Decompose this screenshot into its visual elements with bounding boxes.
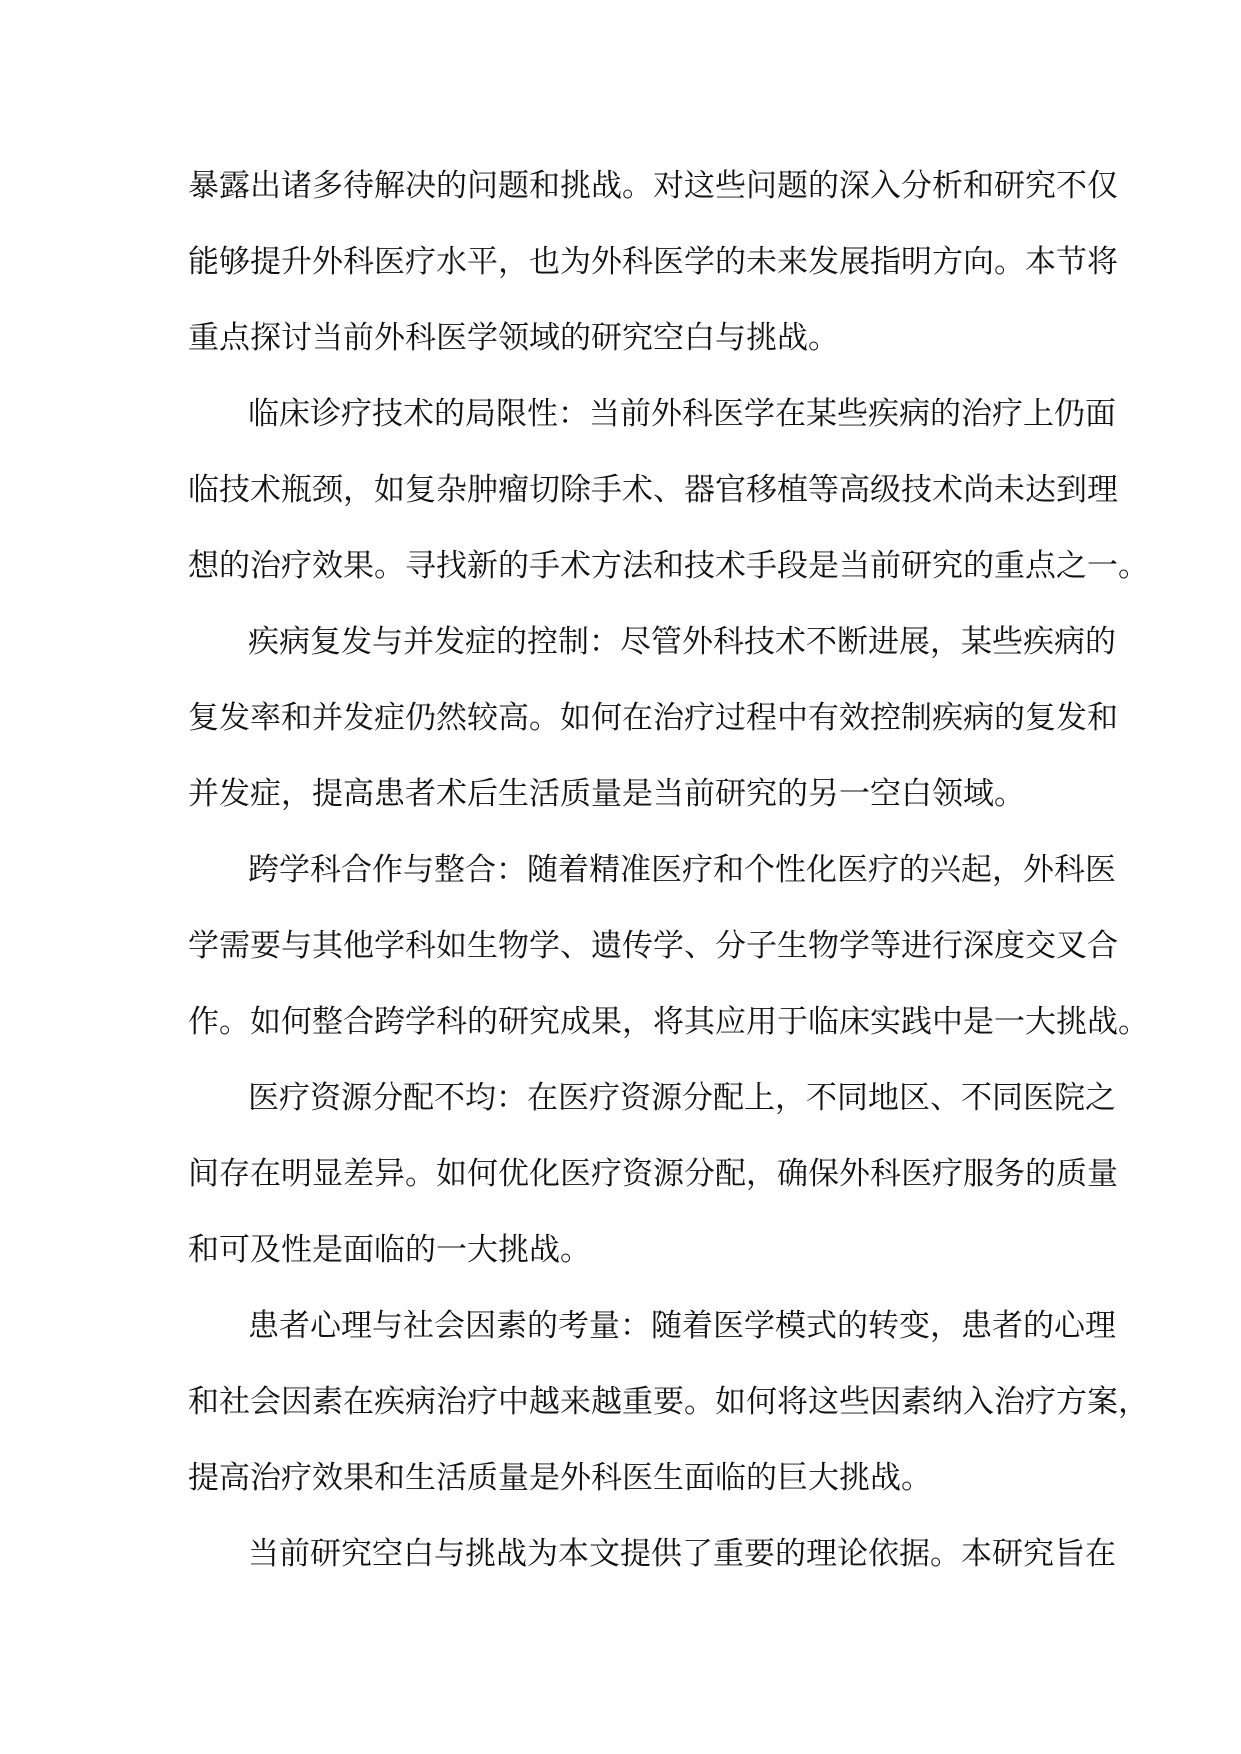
text-line: 想的治疗效果。寻找新的手术方法和技术手段是当前研究的重点之一。 xyxy=(188,548,1149,584)
text-line: 作。如何整合跨学科的研究成果，将其应用于临床实践中是一大挑战。 xyxy=(188,1004,1149,1040)
paragraph-first-line: 疾病复发与并发症的控制：尽管外科技术不断进展，某些疾病的 xyxy=(248,624,1116,660)
text-line: 重点探讨当前外科医学领域的研究空白与挑战。 xyxy=(188,320,839,356)
text-line: 复发率和并发症仍然较高。如何在治疗过程中有效控制疾病的复发和 xyxy=(188,700,1118,736)
paragraph-first-line: 跨学科合作与整合：随着精准医疗和个性化医疗的兴起，外科医 xyxy=(248,852,1116,888)
paragraph-first-line: 医疗资源分配不均：在医疗资源分配上，不同地区、不同医院之 xyxy=(248,1080,1116,1116)
body-text xyxy=(188,148,1149,1592)
text-line: 提高治疗效果和生活质量是外科医生面临的巨大挑战。 xyxy=(188,1460,932,1496)
text-line: 和社会因素在疾病治疗中越来越重要。如何将这些因素纳入治疗方案， xyxy=(188,1384,1149,1420)
text-line: 学需要与其他学科如生物学、遗传学、分子生物学等进行深度交叉合 xyxy=(188,928,1118,964)
text-line: 临技术瓶颈，如复杂肿瘤切除手术、器官移植等高级技术尚未达到理 xyxy=(188,472,1118,508)
text-line: 并发症，提高患者术后生活质量是当前研究的另一空白领域。 xyxy=(188,776,1025,812)
paragraph-first-line: 临床诊疗技术的局限性：当前外科医学在某些疾病的治疗上仍面 xyxy=(248,396,1116,432)
text-line: 间存在明显差异。如何优化医疗资源分配，确保外科医疗服务的质量 xyxy=(188,1156,1118,1192)
text-line: 暴露出诸多待解决的问题和挑战。对这些问题的深入分析和研究不仅 xyxy=(188,168,1118,204)
paragraph-first-line: 当前研究空白与挑战为本文提供了重要的理论依据。本研究旨在 xyxy=(248,1536,1116,1572)
text-line: 能够提升外科医疗水平，也为外科医学的未来发展指明方向。本节将 xyxy=(188,244,1118,280)
text-line: 和可及性是面临的一大挑战。 xyxy=(188,1232,591,1268)
paragraph-first-line: 患者心理与社会因素的考量：随着医学模式的转变，患者的心理 xyxy=(248,1308,1116,1344)
